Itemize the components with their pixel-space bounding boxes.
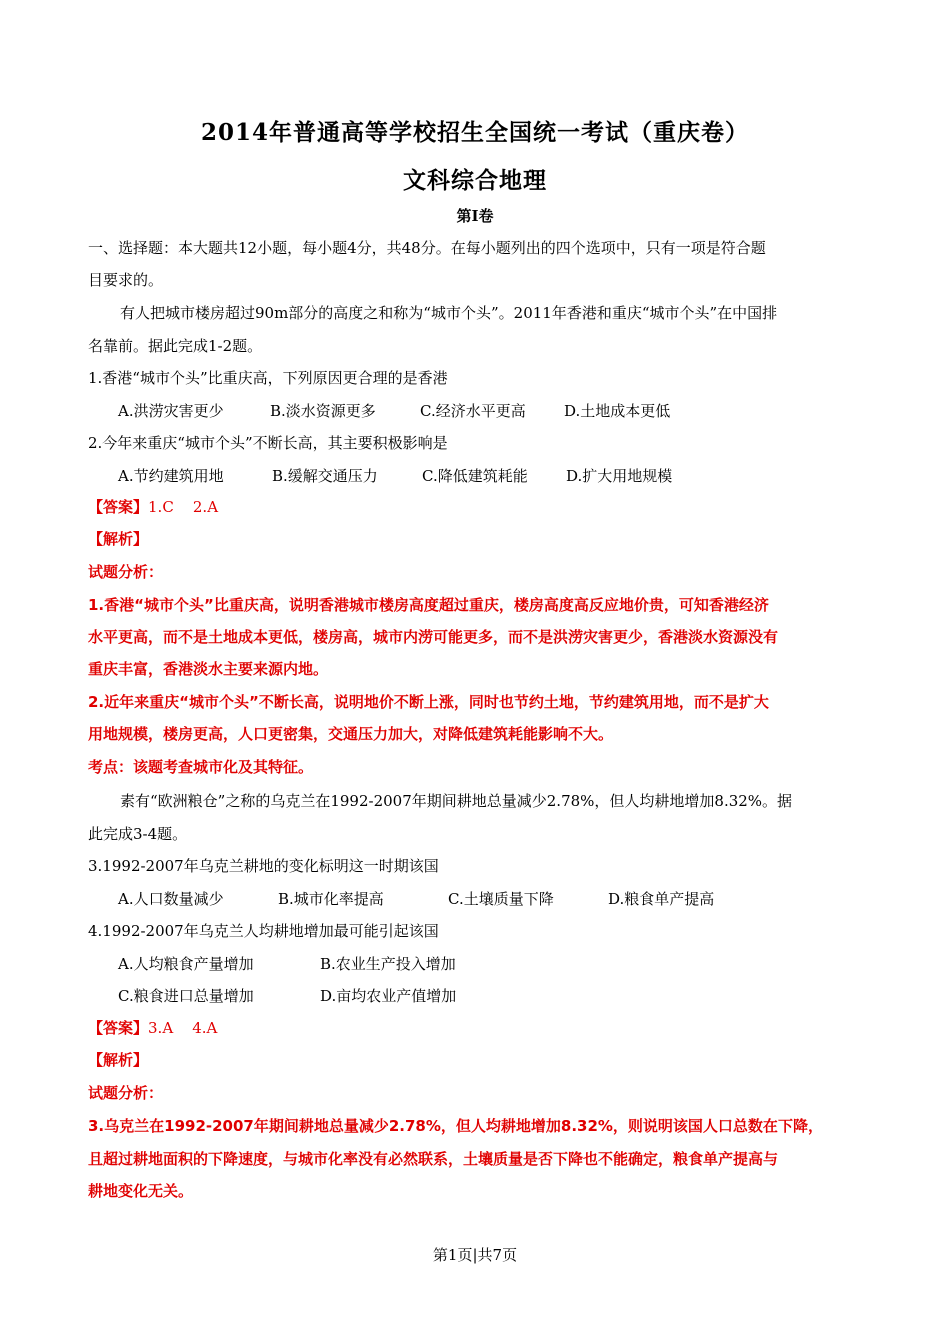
q1-option-a: A.洪涝灾害更少 bbox=[118, 402, 224, 420]
passage2-line-2: 此完成3-4题。 bbox=[88, 825, 188, 843]
q3-option-b: B.城市化率提高 bbox=[278, 890, 384, 908]
explanation1-line-1: 1.香港“城市个头”比重庆高，说明香港城市楼房高度超过重庆，楼房高度高反应地价贵，可知香港经济 bbox=[88, 596, 769, 614]
analysis-title-2: 试题分析： bbox=[88, 1084, 164, 1102]
exam-title: 2014年普通高等学校招生全国统一考试（重庆卷） bbox=[200, 119, 749, 146]
explanation3-line-1: 3.乌克兰在1992-2007年期间耕地总量减少2.78%，但人均耕地增加8.32%，则说明该国人口总数在下降， bbox=[88, 1117, 823, 1135]
passage1-line-2: 名靠前。据此完成1-2题。 bbox=[88, 337, 263, 355]
q2-option-a: A.节约建筑用地 bbox=[118, 467, 224, 485]
q1-stem: 1.香港“城市个头”比重庆高，下列原因更合理的是香港 bbox=[88, 369, 448, 387]
explanation2-line-1: 2.近年来重庆“城市个头”不断长高，说明地价不断上涨，同时也节约土地，节约建筑用地，而不是扩大 bbox=[88, 693, 769, 711]
explanation3-line-3: 耕地变化无关。 bbox=[88, 1182, 194, 1200]
q1-option-d: D.土地成本更低 bbox=[564, 402, 671, 420]
analysis-label-2: 【解析】 bbox=[88, 1051, 149, 1069]
q3-option-c: C.土壤质量下降 bbox=[448, 890, 554, 908]
explanation2-line-2: 用地规模，楼房更高，人口更密集，交通压力加大，对降低建筑耗能影响不大。 bbox=[88, 725, 614, 743]
q1-option-c: C.经济水平更高 bbox=[420, 402, 526, 420]
q2-option-c: C.降低建筑耗能 bbox=[422, 467, 528, 485]
q4-option-c: C.粮食进口总量增加 bbox=[118, 987, 254, 1005]
answer-value: 1.C 2.A bbox=[148, 498, 219, 516]
answer-label: 【答案】 bbox=[88, 1019, 149, 1037]
q1-option-b: B.淡水资源更多 bbox=[270, 402, 376, 420]
q3-stem: 3.1992-2007年乌克兰耕地的变化标明这一时期该国 bbox=[88, 857, 439, 875]
intro-line-1: 一、选择题：本大题共12小题，每小题4分，共48分。在每小题列出的四个选项中，只有一项是符合题 bbox=[88, 239, 766, 257]
section-label: 第I卷 bbox=[456, 207, 494, 225]
q3-option-d: D.粮食单产提高 bbox=[608, 890, 715, 908]
exam-point: 考点：该题考查城市化及其特征。 bbox=[88, 758, 314, 776]
answer2-row bbox=[88, 1018, 878, 1038]
q4-option-a: A.人均粮食产量增加 bbox=[118, 955, 254, 973]
answer-label: 【答案】 bbox=[88, 498, 149, 516]
answer1-row bbox=[88, 497, 878, 517]
explanation1-line-2: 水平更高，而不是土地成本更低，楼房高，城市内涝可能更多，而不是洪涝灾害更少，香港淡水资源没有 bbox=[88, 628, 779, 646]
passage2-line-1: 素有“欧洲粮仓”之称的乌克兰在1992-2007年期间耕地总量减少2.78%，但人均耕地增加8.32%。据 bbox=[120, 792, 793, 810]
q2-option-b: B.缓解交通压力 bbox=[272, 467, 378, 485]
passage1-line-1: 有人把城市楼房超过90m部分的高度之和称为“城市个头”。2011年香港和重庆“城市个头”在中国排 bbox=[120, 304, 778, 322]
q4-option-b: B.农业生产投入增加 bbox=[320, 955, 456, 973]
intro-line-2: 目要求的。 bbox=[88, 271, 164, 289]
q2-stem: 2.今年来重庆“城市个头”不断长高，其主要积极影响是 bbox=[88, 434, 448, 452]
q4-option-d: D.亩均农业产值增加 bbox=[320, 987, 457, 1005]
exam-subtitle: 文科综合地理 bbox=[403, 167, 547, 194]
q4-stem: 4.1992-2007年乌克兰人均耕地增加最可能引起该国 bbox=[88, 922, 439, 940]
page-number: 第1页|共7页 bbox=[432, 1246, 518, 1264]
q2-option-d: D.扩大用地规模 bbox=[566, 467, 673, 485]
explanation1-line-3: 重庆丰富，香港淡水主要来源内地。 bbox=[88, 660, 329, 678]
q3-option-a: A.人口数量减少 bbox=[118, 890, 224, 908]
explanation3-line-2: 且超过耕地面积的下降速度，与城市化率没有必然联系，土壤质量是否下降也不能确定，粮食单产提高与 bbox=[88, 1150, 779, 1168]
analysis-label: 【解析】 bbox=[88, 530, 149, 548]
analysis-title: 试题分析： bbox=[88, 563, 164, 581]
answer-value: 3.A 4.A bbox=[148, 1019, 218, 1037]
